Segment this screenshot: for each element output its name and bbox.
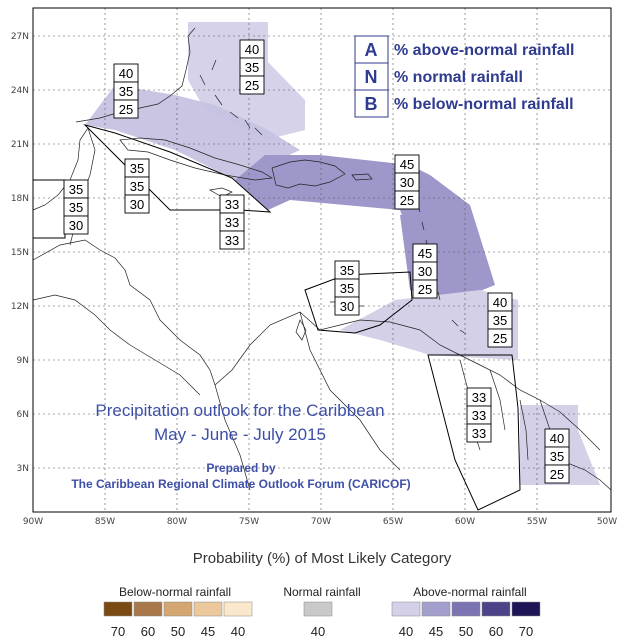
legend-swatch-below — [194, 602, 222, 616]
legend-swatch-above — [392, 602, 420, 616]
prob-box-guiana — [545, 429, 569, 483]
prob-box-leeward — [413, 244, 437, 298]
prob-value: 35 — [68, 182, 84, 197]
lon-tick: 55W — [526, 517, 548, 527]
prob-value: 40 — [492, 295, 508, 310]
key-letter-below: B — [364, 94, 378, 114]
prob-value: 35 — [549, 449, 565, 464]
prob-value: 25 — [118, 102, 134, 117]
prob-value: 33 — [224, 197, 240, 212]
longitude-ticks — [23, 517, 617, 527]
lat-tick: 12N — [10, 302, 29, 312]
prob-value: 45 — [399, 157, 415, 172]
prepared-by: Prepared by — [206, 461, 276, 475]
legend-swatch-above — [482, 602, 510, 616]
lon-tick: 85W — [94, 517, 116, 527]
legend-swatch-normal — [304, 602, 332, 616]
lat-tick: 3N — [16, 464, 29, 474]
lat-tick: 15N — [10, 248, 29, 258]
prob-value: 35 — [68, 200, 84, 215]
legend-swatch-below — [104, 602, 132, 616]
prob-value: 25 — [549, 467, 565, 482]
legend-value-below: 40 — [230, 624, 246, 639]
lon-tick: 50W — [596, 517, 618, 527]
legend-title: Probability (%) of Most Likely Category — [192, 550, 452, 567]
legend-normal-label: Normal rainfall — [283, 585, 361, 599]
legend-swatch-below — [164, 602, 192, 616]
lon-tick: 90W — [22, 517, 44, 527]
legend-value-below: 60 — [140, 624, 156, 639]
prob-box-belize — [64, 180, 88, 234]
prob-value: 35 — [339, 281, 355, 296]
prob-value: 40 — [549, 431, 565, 446]
legend-value-above: 60 — [488, 624, 504, 639]
prob-value: 35 — [129, 179, 145, 194]
prob-box-guyana — [467, 388, 491, 442]
legend-swatch-below — [224, 602, 252, 616]
prob-value: 35 — [492, 313, 508, 328]
lon-tick: 80W — [166, 517, 188, 527]
legend-value-below: 50 — [170, 624, 186, 639]
legend-swatch-above — [512, 602, 540, 616]
prob-box-abc — [335, 261, 359, 315]
legend-value-above: 45 — [428, 624, 444, 639]
key-letter-normal: N — [364, 67, 378, 87]
lat-tick: 9N — [16, 356, 29, 366]
lat-tick: 27N — [10, 32, 29, 42]
prob-value: 40 — [118, 66, 134, 81]
lon-tick: 60W — [454, 517, 476, 527]
lon-tick: 75W — [238, 517, 260, 527]
prob-value: 25 — [417, 282, 433, 297]
prob-value: 45 — [417, 246, 433, 261]
prob-value: 33 — [471, 390, 487, 405]
legend-value-above: 50 — [458, 624, 474, 639]
prob-value: 30 — [339, 299, 355, 314]
prob-value: 25 — [244, 78, 260, 93]
prob-box-cuba — [125, 159, 149, 213]
legend-value-normal: 40 — [310, 624, 326, 639]
prob-box-jamaica — [220, 195, 244, 249]
key-letter-above: A — [364, 40, 378, 60]
prob-value: 33 — [224, 215, 240, 230]
prob-value: 30 — [68, 218, 84, 233]
lon-tick: 65W — [382, 517, 404, 527]
prob-value: 35 — [118, 84, 134, 99]
lon-tick: 70W — [310, 517, 332, 527]
prob-box-bahamas — [240, 40, 264, 94]
prob-box-windward — [488, 293, 512, 347]
lat-tick: 21N — [10, 140, 29, 150]
prob-value: 35 — [244, 60, 260, 75]
prob-value: 25 — [492, 331, 508, 346]
map-title-line2: May - June - July 2015 — [154, 425, 326, 444]
latitude-ticks — [11, 32, 29, 474]
prob-value: 40 — [244, 42, 260, 57]
prob-box-pr — [395, 155, 419, 209]
key-text-normal: % normal rainfall — [394, 69, 523, 86]
prob-value: 25 — [399, 193, 415, 208]
legend-swatch-above — [452, 602, 480, 616]
prob-value: 35 — [339, 263, 355, 278]
prob-box-gulf — [114, 64, 138, 118]
lat-tick: 6N — [16, 410, 29, 420]
legend-value-below: 45 — [200, 624, 216, 639]
forum-name: The Caribbean Regional Climate Outlook Forum (CARICOF) — [71, 477, 411, 491]
map-title-line1: Precipitation outlook for the Caribbean — [95, 401, 385, 420]
prob-value: 30 — [129, 197, 145, 212]
prob-value: 33 — [224, 233, 240, 248]
lat-tick: 18N — [10, 194, 29, 204]
lat-tick: 24N — [10, 86, 29, 96]
key-text-above: % above-normal rainfall — [394, 42, 575, 59]
key-text-below: % below-normal rainfall — [394, 96, 574, 113]
prob-value: 30 — [399, 175, 415, 190]
prob-value: 33 — [471, 408, 487, 423]
legend-above-label: Above-normal rainfall — [413, 585, 527, 599]
legend-value-below: 70 — [110, 624, 126, 639]
legend-swatches — [104, 602, 540, 639]
legend-swatch-above — [422, 602, 450, 616]
legend-value-above: 70 — [518, 624, 534, 639]
legend-swatch-below — [134, 602, 162, 616]
prob-value: 30 — [417, 264, 433, 279]
prob-value: 35 — [129, 161, 145, 176]
legend-below-label: Below-normal rainfall — [118, 585, 232, 599]
prob-value: 33 — [471, 426, 487, 441]
legend-value-above: 40 — [398, 624, 414, 639]
